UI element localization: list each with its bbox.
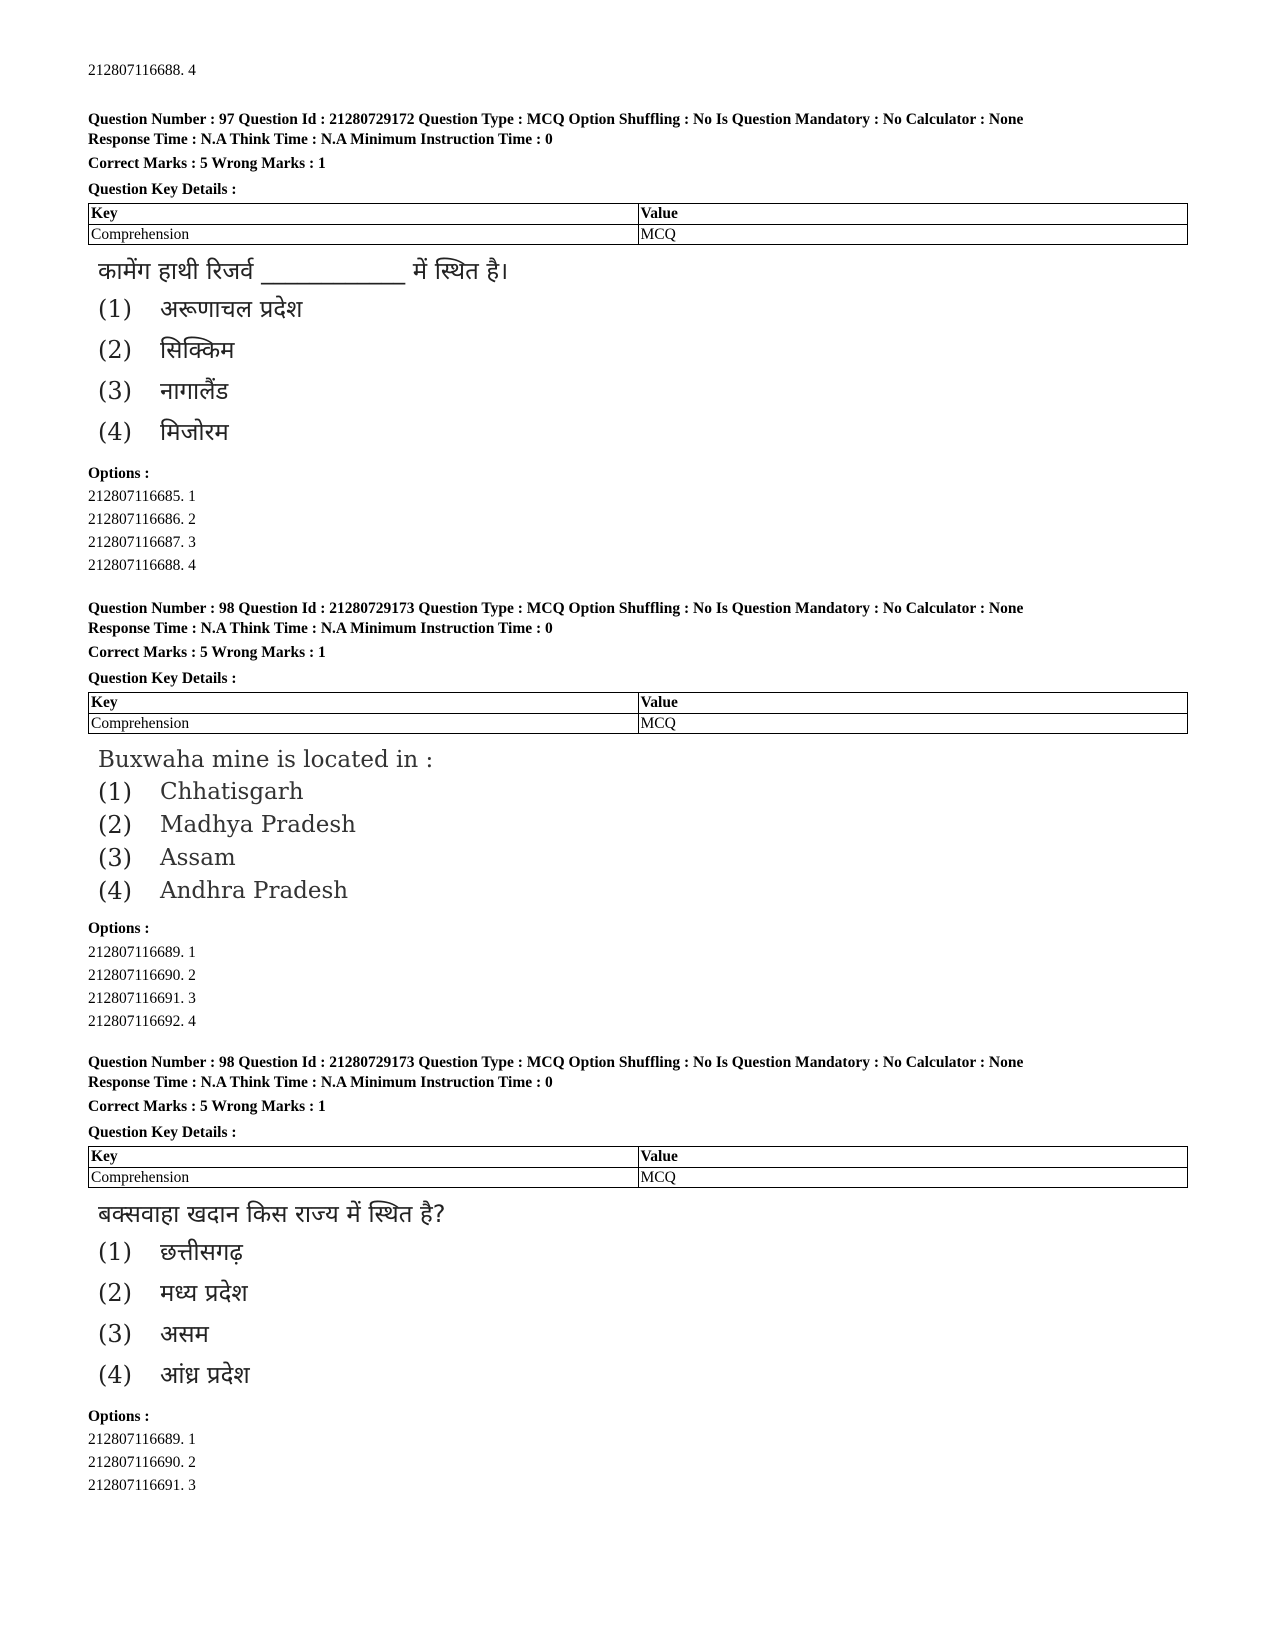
choice-text: सिक्किम [160, 335, 235, 364]
question-header [88, 599, 1188, 639]
table-cell-value: MCQ [638, 1167, 1188, 1187]
table-cell-key: Comprehension [89, 224, 639, 244]
choice-number: (1) [98, 778, 132, 807]
choice-number: (2) [98, 1278, 132, 1307]
choice-text: मिजोरम [160, 417, 229, 446]
option-id: 212807116692. 4 [88, 1012, 196, 1030]
key-details-table [88, 1146, 1188, 1188]
key-details-table [88, 203, 1188, 245]
choice-number: (2) [98, 811, 132, 840]
marks-line: Correct Marks : 5 Wrong Marks : 1 [88, 155, 326, 173]
question-meta-line: Question Number : 98 Question Id : 21280729173 Question Type : MCQ Option Shuffling : No Is Question Mandatory : No Calculator : None [88, 600, 1024, 617]
options-label: Options : [88, 920, 150, 938]
answer-choice [98, 1232, 1188, 1273]
choice-text: नागालैंड [160, 376, 229, 405]
question-text: कामेंग हाथी रिजर्व ____________ में स्थित है। [98, 256, 509, 285]
choice-number: (4) [98, 877, 132, 906]
choice-number: (4) [98, 1360, 132, 1389]
marks-line: Correct Marks : 5 Wrong Marks : 1 [88, 644, 326, 662]
key-details-label: Question Key Details : [88, 669, 237, 687]
table-header-key: Key [89, 693, 639, 713]
option-id: 212807116688. 4 [88, 557, 196, 575]
answer-choice [98, 289, 1188, 330]
answer-choice [98, 809, 1188, 842]
question-timing-line: Response Time : N.A Think Time : N.A Minimum Instruction Time : 0 [88, 620, 553, 638]
table-header-value: Value [638, 1147, 1188, 1167]
choice-number: (1) [98, 1237, 132, 1266]
table-row [89, 224, 1188, 244]
answer-choices [98, 289, 1188, 453]
key-details-table [88, 692, 1188, 734]
options-label: Options : [88, 1407, 150, 1425]
table-cell-value: MCQ [638, 224, 1188, 244]
question-header [88, 110, 1188, 150]
table-cell-value: MCQ [638, 713, 1188, 733]
choice-text: Assam [160, 844, 236, 871]
choice-text: Madhya Pradesh [160, 811, 356, 838]
choice-number: (3) [98, 844, 132, 873]
table-header-key: Key [89, 1147, 639, 1167]
option-id: 212807116690. 2 [88, 1454, 196, 1472]
carryover-option: 212807116688. 4 [88, 62, 196, 79]
option-id: 212807116689. 1 [88, 943, 196, 961]
answer-choice [98, 1314, 1188, 1355]
option-id: 212807116686. 2 [88, 511, 196, 529]
question-meta-line: Question Number : 98 Question Id : 21280729173 Question Type : MCQ Option Shuffling : No Is Question Mandatory : No Calculator : None [88, 1054, 1024, 1071]
choice-text: Chhatisgarh [160, 778, 304, 805]
choice-number: (3) [98, 1319, 132, 1348]
table-cell-key: Comprehension [89, 713, 639, 733]
option-id: 212807116690. 2 [88, 966, 196, 984]
table-header-value: Value [638, 693, 1188, 713]
choice-text: मध्य प्रदेश [160, 1278, 248, 1307]
table-row [89, 713, 1188, 733]
choice-text: छत्तीसगढ़ [160, 1237, 243, 1266]
table-header-row [89, 1147, 1188, 1167]
question-header [88, 1053, 1188, 1093]
choice-number: (3) [98, 376, 132, 405]
answer-choice [98, 875, 1188, 908]
table-row [89, 1167, 1188, 1187]
answer-choice [98, 412, 1188, 453]
answer-choice [98, 330, 1188, 371]
options-label: Options : [88, 464, 150, 482]
choice-text: असम [160, 1319, 209, 1348]
table-header-row [89, 204, 1188, 224]
answer-choice [98, 1273, 1188, 1314]
option-id: 212807116691. 3 [88, 989, 196, 1007]
key-details-label: Question Key Details : [88, 1123, 237, 1141]
choice-text: आंध्र प्रदेश [160, 1360, 250, 1389]
option-id: 212807116687. 3 [88, 534, 196, 552]
choice-number: (4) [98, 417, 132, 446]
answer-choices [98, 1232, 1188, 1396]
question-text: बक्सवाहा खदान किस राज्य में स्थित है? [98, 1199, 446, 1228]
answer-choice [98, 842, 1188, 875]
table-header-key: Key [89, 204, 639, 224]
answer-choice [98, 371, 1188, 412]
choice-number: (2) [98, 335, 132, 364]
choice-number: (1) [98, 294, 132, 323]
choice-text: अरूणाचल प्रदेश [160, 294, 303, 323]
question-timing-line: Response Time : N.A Think Time : N.A Minimum Instruction Time : 0 [88, 1074, 553, 1092]
question-block-98-hindi [88, 1053, 1188, 1497]
question-text: Buxwaha mine is located in : [98, 746, 434, 773]
key-details-label: Question Key Details : [88, 180, 237, 198]
choice-text: Andhra Pradesh [160, 877, 349, 904]
answer-choice [98, 1355, 1188, 1396]
question-block-97 [88, 110, 1188, 577]
option-id: 212807116689. 1 [88, 1431, 196, 1449]
question-block-98-english [88, 599, 1188, 1033]
table-cell-key: Comprehension [89, 1167, 639, 1187]
question-timing-line: Response Time : N.A Think Time : N.A Minimum Instruction Time : 0 [88, 131, 553, 149]
option-id: 212807116691. 3 [88, 1477, 196, 1495]
answer-choices [98, 776, 1188, 908]
marks-line: Correct Marks : 5 Wrong Marks : 1 [88, 1098, 326, 1116]
table-header-row [89, 693, 1188, 713]
option-id: 212807116685. 1 [88, 488, 196, 506]
table-header-value: Value [638, 204, 1188, 224]
answer-choice [98, 776, 1188, 809]
question-meta-line: Question Number : 97 Question Id : 21280729172 Question Type : MCQ Option Shuffling : No Is Question Mandatory : No Calculator : None [88, 111, 1024, 128]
